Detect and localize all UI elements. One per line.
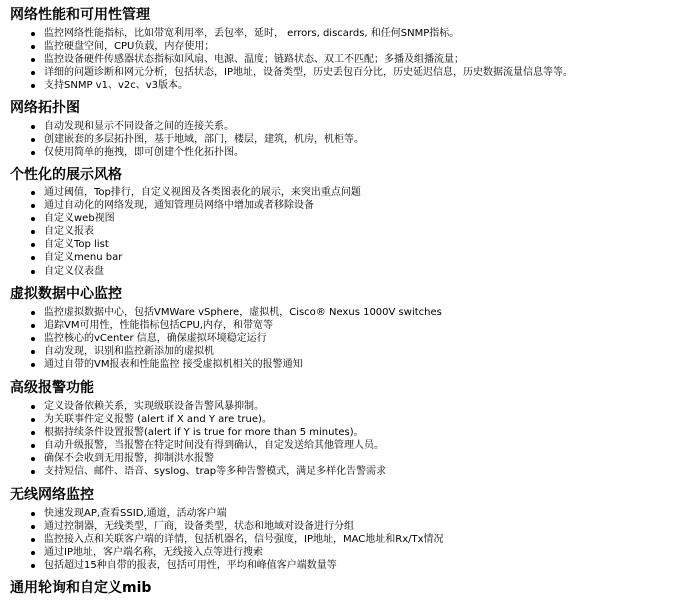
list-item: 快速发现AP,查看SSID,通道，活动客户端: [0, 507, 444, 520]
list-item: 支持短信、邮件、语音、syslog、trap等多种告警模式，满足多样化告警需求: [0, 465, 386, 478]
bullet-list-advanced-alerts: [0, 400, 386, 479]
list-item: 追踪VM可用性，性能指标包括CPU,内存，和带宽等: [0, 319, 442, 332]
list-item: 通过控制器，无线类型，厂商，设备类型，状态和地域对设备进行分组: [0, 520, 444, 533]
list-item: 自定义报表: [0, 225, 361, 238]
list-item: 创建嵌套的多层拓扑图，基于地域，部门，楼层，建筑，机房，机柜等。: [0, 133, 364, 146]
list-item: 通过自动化的网络发现，通知管理员网络中增加或者移除设备: [0, 199, 361, 212]
list-item: 定义设备依赖关系，实现级联设备告警风暴抑制。: [0, 400, 386, 413]
bullet-dot-icon: [31, 71, 35, 75]
list-item: 监控网络性能指标，比如带宽利用率，丢包率，延时， errors, discards, 和任何SNMP指标。: [0, 27, 573, 40]
list-item: 为关联事件定义报警 (alert if X and Y are true)。: [0, 413, 386, 426]
bullet-dot-icon: [31, 324, 35, 328]
bullet-dot-icon: [31, 551, 35, 555]
bullet-dot-icon: [31, 230, 35, 234]
list-item: 监控接入点和关联客户端的详情，包括机器名，信号强度，IP地址，MAC地址和Rx/Tx情况: [0, 533, 444, 546]
bullet-dot-icon: [31, 311, 35, 315]
section-title-wireless-monitoring: 无线网络监控: [10, 487, 94, 503]
list-item: 自定义web视图: [0, 212, 361, 225]
bullet-dot-icon: [31, 138, 35, 142]
list-item: 自动升级报警，当报警在特定时间没有得到确认，自定发送给其他管理人员。: [0, 439, 386, 452]
list-item: 确保不会收到无用报警，抑制洪水报警: [0, 452, 386, 465]
section-title-network-topology: 网络拓扑图: [10, 100, 80, 116]
bullet-dot-icon: [31, 58, 35, 62]
bullet-dot-icon: [31, 363, 35, 367]
bullet-dot-icon: [31, 217, 35, 221]
section-title-advanced-alerts: 高级报警功能: [10, 380, 94, 396]
list-item: 仅使用简单的拖拽，即可创建个性化拓扑图。: [0, 146, 364, 159]
bullet-list-virtual-datacenter: [0, 306, 442, 371]
bullet-dot-icon: [31, 444, 35, 448]
list-item: 通过自带的VM报表和性能监控 接受虚拟机相关的报警通知: [0, 358, 442, 371]
bullet-dot-icon: [31, 125, 35, 129]
bullet-dot-icon: [31, 525, 35, 529]
bullet-dot-icon: [31, 350, 35, 354]
bullet-dot-icon: [31, 32, 35, 36]
bullet-dot-icon: [31, 337, 35, 341]
bullet-list-wireless-monitoring: [0, 507, 444, 572]
bullet-dot-icon: [31, 538, 35, 542]
list-item: 支持SNMP v1、v2c、v3版本。: [0, 79, 573, 92]
bullet-dot-icon: [31, 457, 35, 461]
list-item: 监控虚拟数据中心，包括VMWare vSphere，虚拟机，Cisco® Nexus 1000V switches: [0, 306, 442, 319]
bullet-dot-icon: [31, 512, 35, 516]
list-item: 根据持续条件设置报警(alert if Y is true for more than 5 minutes)。: [0, 426, 386, 439]
list-item: 自动发现，识别和监控新添加的虚拟机: [0, 345, 442, 358]
bullet-list-display-style: [0, 186, 361, 278]
bullet-dot-icon: [31, 84, 35, 88]
list-item: 包括超过15种自带的报表，包括可用性，平均和峰值客户端数量等: [0, 559, 444, 572]
bullet-list-network-performance: [0, 27, 573, 92]
bullet-dot-icon: [31, 418, 35, 422]
section-title-virtual-datacenter: 虚拟数据中心监控: [10, 286, 122, 302]
list-item: 自定义仪表盘: [0, 265, 361, 278]
list-item: 通过IP地址，客户端名称，无线接入点等进行搜索: [0, 546, 444, 559]
bullet-dot-icon: [31, 431, 35, 435]
list-item: 通过阈值，Top排行，自定义视图及各类图表化的展示，来突出重点问题: [0, 186, 361, 199]
section-title-network-performance: 网络性能和可用性管理: [10, 7, 150, 23]
section-title-universal-polling: 通用轮询和自定义mib: [10, 580, 152, 596]
bullet-dot-icon: [31, 191, 35, 195]
bullet-dot-icon: [31, 270, 35, 274]
list-item: 详细的问题诊断和网元分析，包括状态，IP地址，设备类型，历史丢包百分比，历史延迟信息，历史数据流量信息等等。: [0, 66, 573, 79]
list-item: 监控核心的vCenter 信息，确保虚拟环境稳定运行: [0, 332, 442, 345]
bullet-dot-icon: [31, 204, 35, 208]
list-item: 监控硬盘空间，CPU负载，内存使用；: [0, 40, 573, 53]
bullet-dot-icon: [31, 405, 35, 409]
bullet-list-network-topology: [0, 120, 364, 159]
list-item: 监控设备硬件传感器状态指标如风扇、电源、温度；链路状态、双工不匹配；多播及组播流量；: [0, 53, 573, 66]
list-item: 自定义Top list: [0, 238, 361, 251]
list-item: 自动发现和显示不同设备之间的连接关系。: [0, 120, 364, 133]
bullet-dot-icon: [31, 470, 35, 474]
bullet-dot-icon: [31, 243, 35, 247]
bullet-dot-icon: [31, 256, 35, 260]
bullet-dot-icon: [31, 45, 35, 49]
section-title-display-style: 个性化的展示风格: [10, 167, 122, 183]
bullet-dot-icon: [31, 564, 35, 568]
bullet-dot-icon: [31, 151, 35, 155]
list-item: 自定义menu bar: [0, 251, 361, 264]
